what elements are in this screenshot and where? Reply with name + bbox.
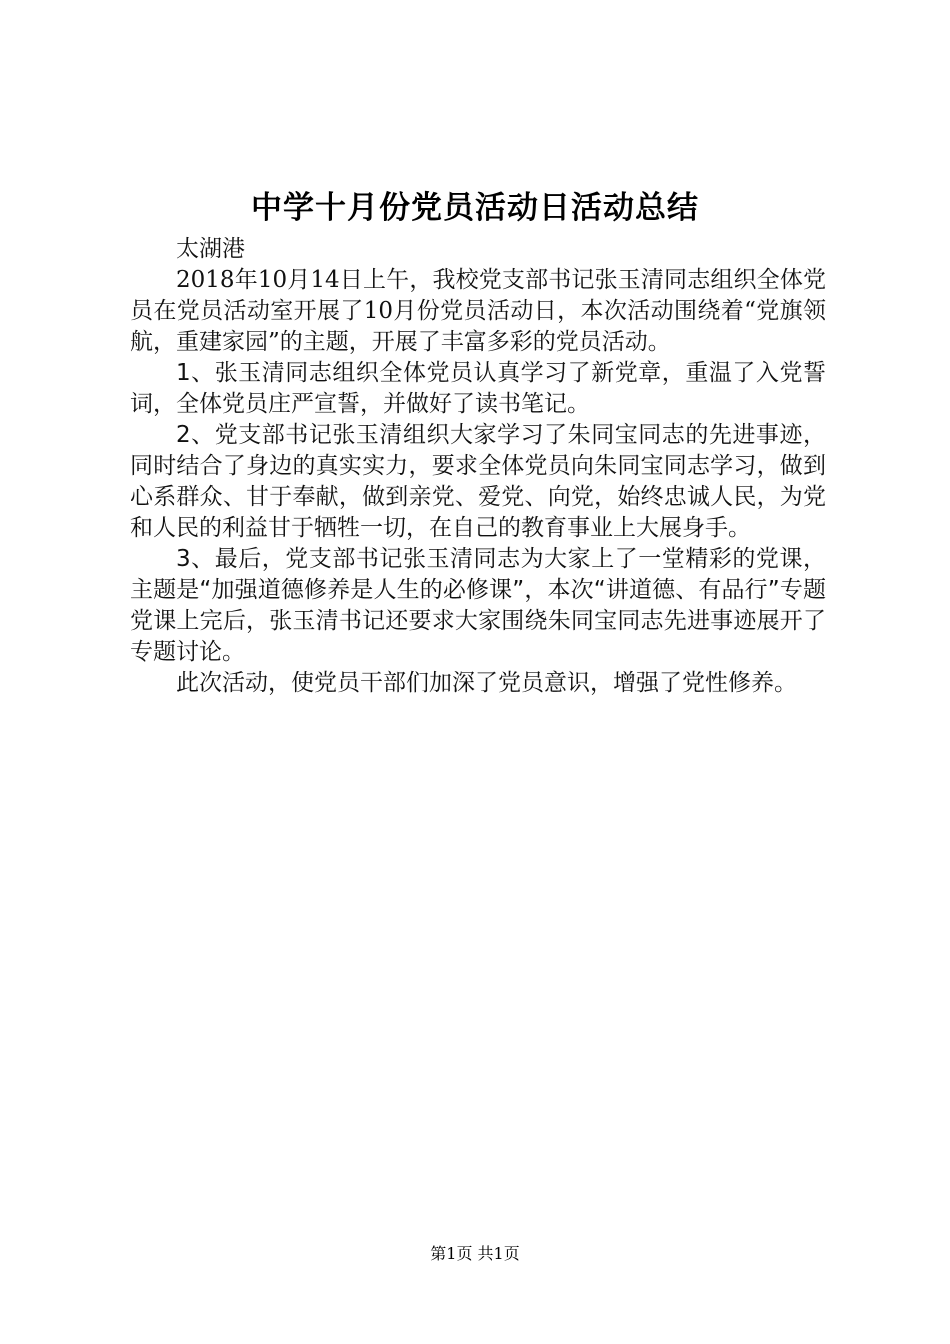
document-title: 中学十月份党员活动日活动总结 (251, 190, 699, 226)
page-footer: 第1页 共1页 (430, 1244, 520, 1263)
paragraph-item-2: 2、党支部书记张玉清组织大家学习了朱同宝同志的先进事迹，同时结合了身边的真实实力，要求全体党员向朱同宝同志学习，做到心系群众、甘于奉献，做到亲党、爱党、向党，始终忠诚人民，为党和人民的利益甘于牺牲一切，在自己的教育事业上大展身手。 (130, 422, 826, 541)
paragraph-intro: 2018年10月14日上午，我校党支部书记张玉清同志组织全体党员在党员活动室开展了10月份党员活动日，本次活动围绕着“党旗领航，重建家园”的主题，开展了丰富多彩的党员活动。 (130, 267, 826, 355)
paragraph-item-1: 1、张玉清同志组织全体党员认真学习了新党章，重温了入党誓词，全体党员庄严宣誓，并做好了读书笔记。 (130, 360, 826, 417)
document-body (130, 234, 826, 699)
author-line: 太湖港 (176, 236, 245, 262)
paragraph-conclusion: 此次活动，使党员干部们加深了党员意识，增强了党性修养。 (176, 670, 797, 696)
paragraph-item-3: 3、最后，党支部书记张玉清同志为大家上了一堂精彩的党课，主题是“加强道德修养是人生的必修课”，本次“讲道德、有品行”专题党课上完后，张玉清书记还要求大家围绕朱同宝同志先进事迹展开了专题讨论。 (130, 546, 826, 665)
